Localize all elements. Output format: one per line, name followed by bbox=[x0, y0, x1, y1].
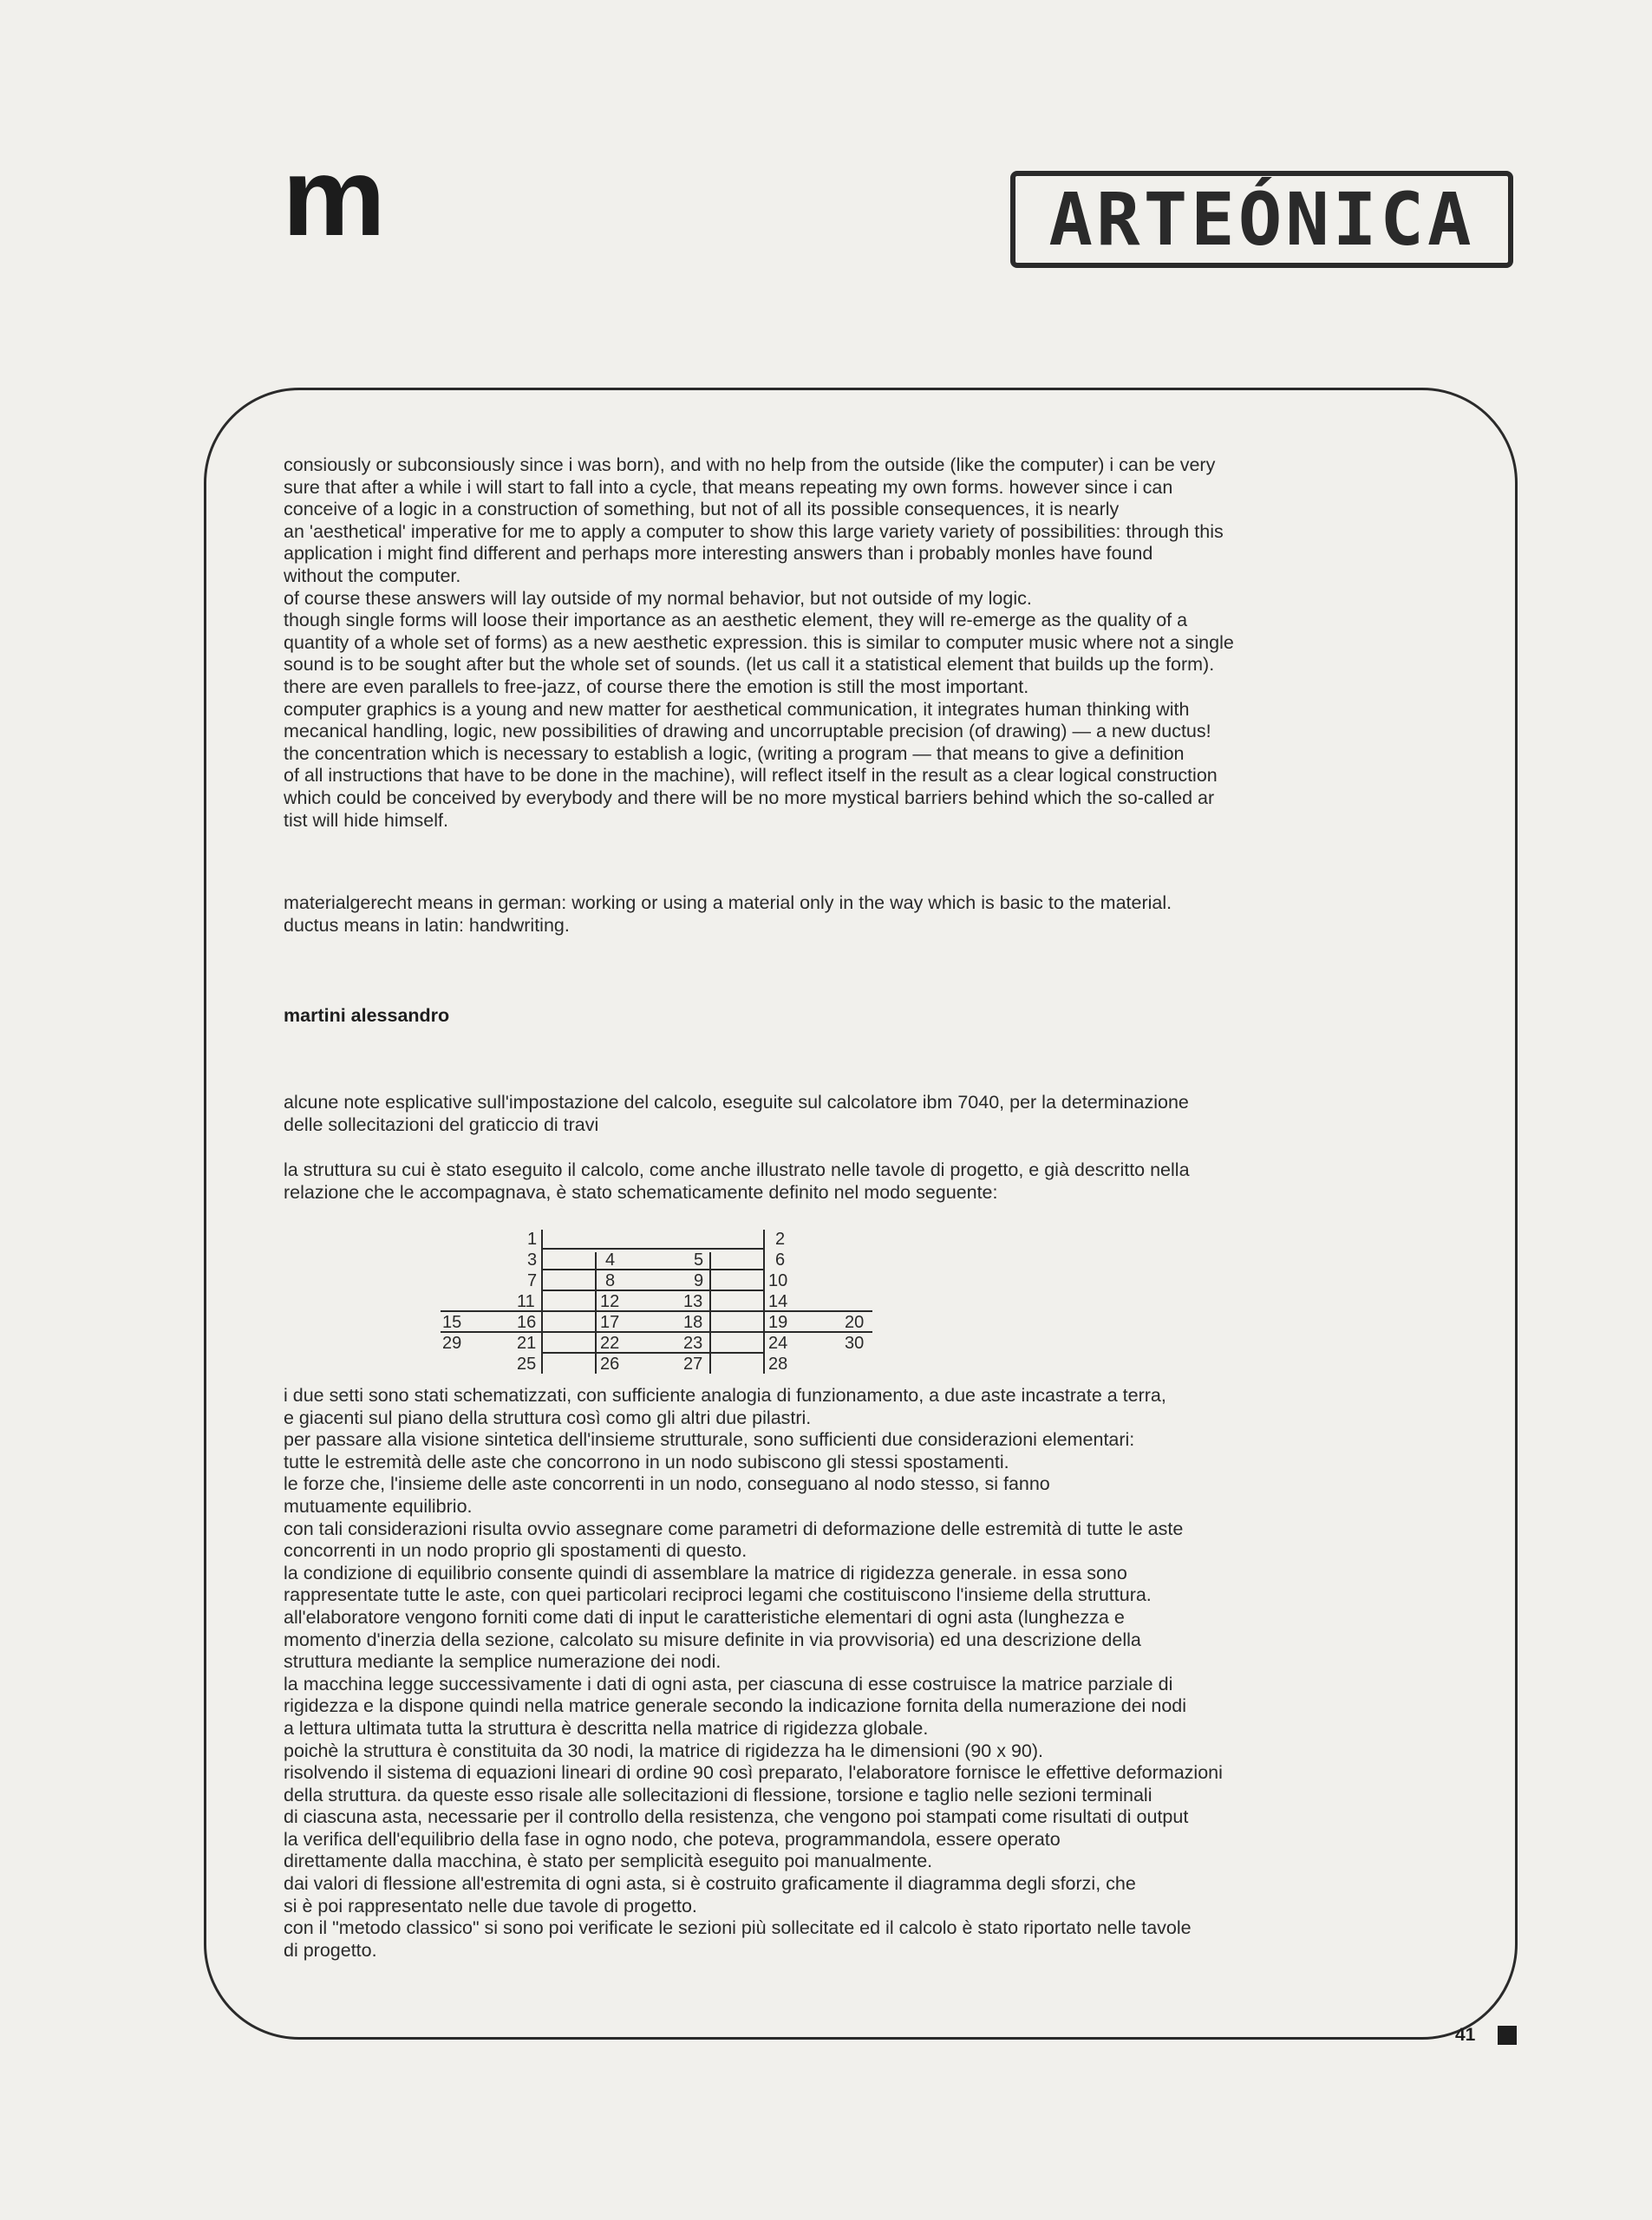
node-label: 19 bbox=[768, 1313, 788, 1332]
column-line bbox=[709, 1252, 711, 1374]
node-label: 25 bbox=[517, 1355, 537, 1374]
node-label: 7 bbox=[527, 1271, 538, 1290]
node-label: 24 bbox=[768, 1334, 788, 1353]
page-marker-square bbox=[1498, 2026, 1517, 2045]
node-label: 3 bbox=[527, 1250, 538, 1270]
page-number: 41 bbox=[1455, 2025, 1476, 2045]
node-label: 30 bbox=[845, 1334, 865, 1353]
node-label: 4 bbox=[605, 1250, 616, 1270]
node-label: 28 bbox=[768, 1355, 788, 1374]
italian-calculation-text: i due setti sono stati schematizzati, con sufficiente analogia di funzionamento, a due aste incastrate a terra, e giacenti sul piano della struttura così como gli altri due pilastri. per passare alla visione sintetica dell'insieme strutturale, sono sufficienti due considerazioni elementari: tutte le estremità delle aste che concorrono in un nodo subiscono gli stessi spostamenti. le forze che, l'insieme delle aste concorrenti in un nodo, conseguano al nodo stesso, si fanno mutuamente equilibrio. con tali considerazioni risulta ovvio assegnare come parametri di deformazione delle estremità di tutte le aste concorrenti in un nodo proprio gli spostamenti di questo. la condizione di equilibrio consente quindi di assemblare la matrice di rigidezza generale. in essa sono rappresentate tutte le aste, con quei particolari reciproci legami che costituiscono l'insieme della struttura. all'elaboratore vengono forniti come dati di input le caratteristiche elementari di ogni asta (lunghezza e momento d'inerzia della sezione, calcolato su misure definite in via provvisoria) ed una descrizione della struttura mediante la semplice numerazione dei nodi. la macchina legge successivamente i dati di ogni asta, per ciascuna di esse costruisce la matrice parziale di rigidezza e la dispone quindi nella matrice generale secondo la indicazione fornita della numerazione dei nodi a lettura ultimata tutta la struttura è descritta nella matrice di rigidezza globale. poichè la struttura è constituita da 30 nodi, la matrice di rigidezza ha le dimensioni (90 x 90). risolvendo il sistema di equazioni lineari di ordine 90 così preparato, l'elaboratore fornisce le effettive deformazioni della struttura. da queste esso risale alle sollecitazioni di flessione, torsione e taglio nelle sezioni terminali di ciascuna asta, necessarie per il controllo della resistenza, che vengono poi stampati come risultati di output la verifica dell'equilibrio della fase in ogno nodo, che poteva, programmandola, essere operato direttamente dalla macchina, è stato per semplicità eseguito poi manualmente. dai valori di flessione all'estremita di ogni asta, si è costruito graficamente il diagramma degli sforzi, che si è poi rappresentato nelle due tavole di progetto. con il "metodo classico" si sono poi verificate le sezioni più sollecitate ed il calcolo è stato riportato nelle tavole di progetto. bbox=[284, 1385, 1223, 1961]
beam-line bbox=[541, 1269, 763, 1270]
node-label: 12 bbox=[600, 1292, 620, 1311]
node-label: 22 bbox=[600, 1334, 620, 1353]
node-label: 1 bbox=[527, 1230, 538, 1249]
node-label: 18 bbox=[683, 1313, 703, 1332]
node-label: 10 bbox=[768, 1271, 788, 1290]
beam-line bbox=[541, 1352, 763, 1354]
node-label: 20 bbox=[845, 1313, 865, 1332]
node-label: 2 bbox=[775, 1230, 786, 1249]
node-label: 13 bbox=[683, 1292, 703, 1311]
beam-line bbox=[441, 1331, 872, 1333]
node-label: 23 bbox=[683, 1334, 703, 1353]
italian-intro: alcune note esplicative sull'impostazione del calcolo, eseguite sul calcolatore ibm 7040, per la determinazione delle sollecitazioni del graticcio di travi bbox=[284, 1092, 1189, 1135]
beam-line bbox=[541, 1248, 763, 1250]
beam-line bbox=[541, 1290, 763, 1291]
node-label: 6 bbox=[775, 1250, 786, 1270]
beam-line bbox=[441, 1310, 872, 1312]
italian-structure-description: la struttura su cui è stato eseguito il calcolo, come anche illustrato nelle tavole di progetto, e già descritto nella relazione che le accompagnava, è stato schematicamente definito nel modo seguente: bbox=[284, 1159, 1190, 1203]
node-label: 5 bbox=[694, 1250, 704, 1270]
node-label: 14 bbox=[768, 1292, 788, 1311]
node-label: 11 bbox=[517, 1292, 535, 1311]
arteonica-wordmark: ARTEÓNICA bbox=[1048, 177, 1475, 262]
column-line bbox=[763, 1230, 765, 1374]
node-label: 15 bbox=[442, 1313, 462, 1332]
node-label: 27 bbox=[683, 1355, 703, 1374]
glossary-note: materialgerecht means in german: working or using a material only in the way which is basic to the material. ductus means in latin: handwriting. bbox=[284, 892, 1172, 936]
node-label: 17 bbox=[600, 1313, 620, 1332]
magazine-logo-m: m bbox=[282, 135, 381, 259]
column-line bbox=[595, 1252, 597, 1374]
author-name: martini alessandro bbox=[284, 1005, 450, 1026]
node-numbering-diagram bbox=[441, 1230, 872, 1388]
node-label: 26 bbox=[600, 1355, 620, 1374]
column-line bbox=[541, 1230, 543, 1374]
arteonica-logo bbox=[1010, 171, 1513, 268]
node-label: 21 bbox=[517, 1334, 537, 1353]
node-label: 9 bbox=[694, 1271, 704, 1290]
node-label: 29 bbox=[442, 1334, 462, 1353]
node-label: 8 bbox=[605, 1271, 616, 1290]
node-label: 16 bbox=[517, 1313, 537, 1332]
english-essay-text: consiously or subconsiously since i was born), and with no help from the outside (like the computer) i can be very sure that after a while i will start to fall into a cycle, that means repeating my own forms. however since i can conceive of a logic in a construction of something, but not of all its possible consequences, it is nearly an 'aesthetical' imperative for me to apply a computer to show this large variety variety of possibilities: through this application i might find different and perhaps more interesting answers than i probably monles have found without the computer. of course these answers will lay outside of my normal behavior, but not outside of my logic. though single forms will loose their importance as an aesthetic element, they will re-emerge as the quality of a quantity of a whole set of forms) as a new aesthetic expression. this is similar to computer music where not a single sound is to be sought after but the whole set of sounds. (let us call it a statistical element that builds up the form). there are even parallels to free-jazz, of course there the emotion is still the most important. computer graphics is a young and new matter for aesthetical communication, it integrates human thinking with mecanical handling, logic, new possibilities of drawing and uncorruptable precision (of drawing) — a new ductus! the concentration which is necessary to establish a logic, (writing a program — that means to give a definition of all instructions that have to be done in the machine), will reflect itself in the result as a clear logical construction which could be conceived by everybody and there will be no more mystical barriers behind which the so-called ar tist will hide himself. bbox=[284, 454, 1234, 831]
